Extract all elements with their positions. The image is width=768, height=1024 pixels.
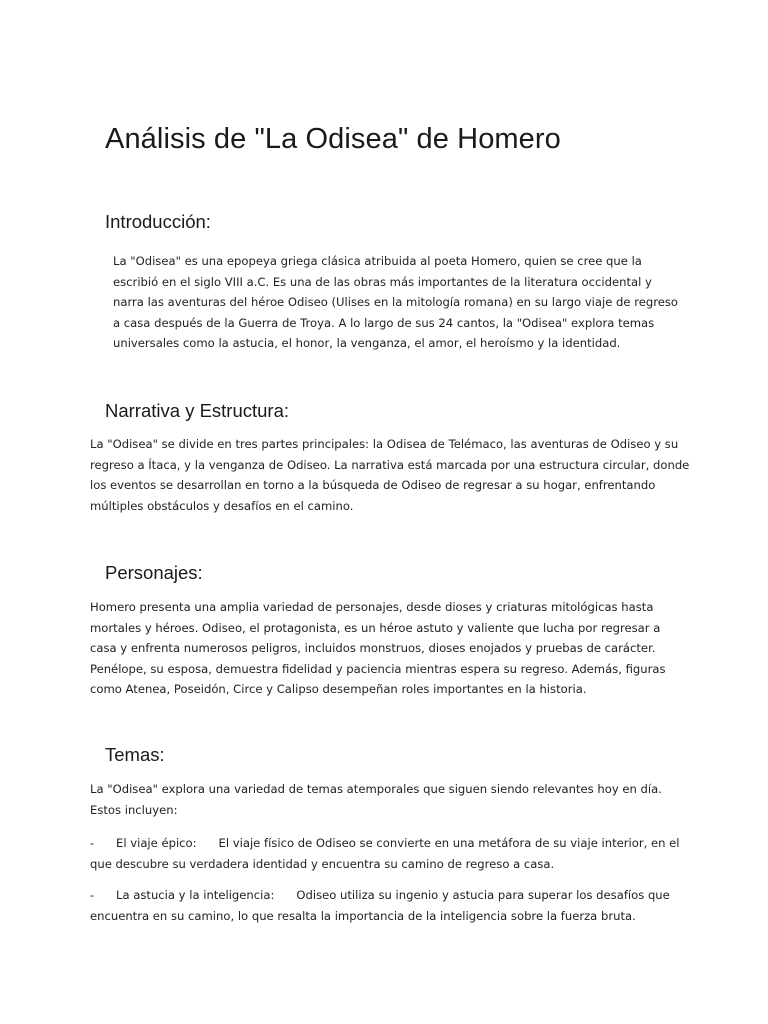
characters-heading: Personajes: [105, 562, 203, 583]
narrative-heading: Narrativa y Estructura: [105, 400, 290, 421]
theme-term: El viaje épico: [116, 836, 197, 850]
intro-heading: Introducción: [105, 211, 211, 232]
characters-paragraph: Homero presenta una amplia variedad de personajes, desde dioses y criaturas mitológicas hasta mortales y héroes. Odiseo, el protagonista, es un héroe astuto y valiente que lucha por regresar a casa y enfrenta numerosos peligros, incluidos monstruos, dioses enojados y pruebas de carácter. Penélope, su esposa, demuestra fidelidad y paciencia mientras espera su regreso. Además, figuras como Atenea, Poseidón, Circe y Calipso desempeñan roles importantes en la historia. [90, 600, 666, 696]
theme-list-item [90, 885, 690, 926]
theme-description: Odiseo utiliza su ingenio y astucia para superar los desafíos que encuentra en su camino, lo que resalta la importancia de la inteligencia sobre la fuerza bruta. [90, 888, 670, 923]
list-dash: - [90, 888, 95, 902]
theme-list-item [90, 833, 690, 874]
intro-paragraph: La "Odisea" es una epopeya griega clásica atribuida al poeta Homero, quien se cree que la escribió en el siglo VIII a.C. Es una de las obras más importantes de la literatura occidental y narra las aventuras del héroe Odiseo (Ulises en la mitología romana) en su largo viaje de regreso a casa después de la Guerra de Troya. A lo largo de sus 24 cantos, la "Odisea" explora temas universales como la astucia, el honor, la venganza, el amor, el heroísmo y la identidad. [113, 254, 679, 350]
narrative-paragraph: La "Odisea" se divide en tres partes principales: la Odisea de Telémaco, las aventuras de Odiseo y su regreso a Ítaca, y la venganza de Odiseo. La narrativa está marcada por una estructura circular, donde los eventos se desarrollan en torno a la búsqueda de Odiseo de regresar a su hogar, enfrentando múltiples obstáculos y desafíos en el camino. [90, 437, 690, 513]
document-title: Análisis de "La Odisea" de Homero [105, 123, 561, 155]
theme-term: La astucia y la inteligencia: [116, 888, 275, 902]
themes-heading: Temas: [105, 744, 165, 765]
theme-description: El viaje físico de Odiseo se convierte en una metáfora de su viaje interior, en el que descubre su verdadera identidad y encuentra su camino de regreso a casa. [90, 836, 680, 871]
list-dash: - [90, 836, 95, 850]
themes-paragraph: La "Odisea" explora una variedad de temas atemporales que siguen siendo relevantes hoy en día. Estos incluyen: [90, 782, 662, 817]
